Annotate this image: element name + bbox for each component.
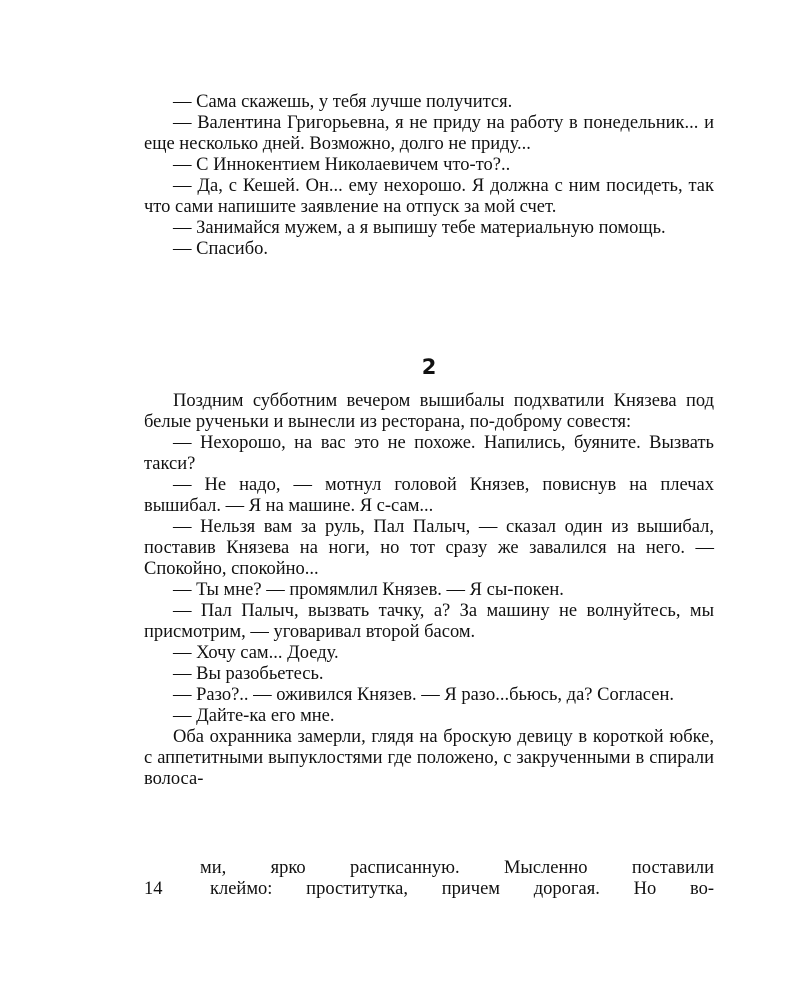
paragraph: — Пал Палыч, вызвать тачку, а? За машину не волнуйтесь, мы присмотрим, — уговаривал второй басом. <box>144 601 714 642</box>
paragraph: — Разо?.. — оживился Князев. — Я разо...бьюсь, да? Согласен. <box>173 685 674 705</box>
paragraph: — Да, с Кешей. Он... ему нехорошо. Я должна с ним посидеть, так что сами напишите заявление на отпуск за мой счет. <box>144 176 714 217</box>
paragraph: — Занимайся мужем, а я выпишу тебе материальную помощь. <box>173 218 666 238</box>
text-block-top <box>144 92 714 260</box>
paragraph: — Не надо, — мотнул головой Князев, повиснув на плечах вышибал. — Я на машине. Я с-сам... <box>144 475 714 516</box>
paragraph: Поздним субботним вечером вышибалы подхватили Князева под белые рученьки и вынесли из ресторана, по-доброму совестя: <box>144 391 714 432</box>
paragraph: — Нехорошо, на вас это не похоже. Напились, буяните. Вызвать такси? <box>144 433 714 474</box>
paragraph: — Спасибо. <box>173 239 268 259</box>
page-tail <box>144 858 714 900</box>
tail-text: ми, ярко расписанную. Мысленно поставили <box>200 858 714 878</box>
paragraph: — Нельзя вам за руль, Пал Палыч, — сказал один из вышибал, поставив Князева на ноги, но тот сразу же завалился на него. — Спокойно, спокойно... <box>144 517 714 579</box>
paragraph: — С Иннокентием Николаевичем что-то?.. <box>173 155 511 175</box>
paragraph: — Хочу сам... Доеду. <box>173 643 339 663</box>
tail-line <box>144 858 714 879</box>
paragraph: — Вы разобьетесь. <box>173 664 324 684</box>
tail-line <box>144 879 714 900</box>
paragraph: — Дайте-ка его мне. <box>173 706 335 726</box>
tail-text: клеймо: проститутка, причем дорогая. Но во- <box>210 879 714 899</box>
page-number: 14 <box>144 879 163 899</box>
paragraph: — Сама скажешь, у тебя лучше получится. <box>173 92 513 112</box>
paragraph: — Ты мне? — промямлил Князев. — Я сы-покен. <box>173 580 564 600</box>
text-block-bottom <box>144 391 714 790</box>
paragraph: — Валентина Григорьевна, я не приду на работу в понедельник... и еще несколько дней. Возможно, долго не приду... <box>144 113 714 154</box>
paragraph: Оба охранника замерли, глядя на броскую девицу в короткой юбке, с аппетитными выпуклостями где положено, с закрученными в спирали волоса- <box>144 727 714 789</box>
chapter-number: 2 <box>421 355 437 379</box>
